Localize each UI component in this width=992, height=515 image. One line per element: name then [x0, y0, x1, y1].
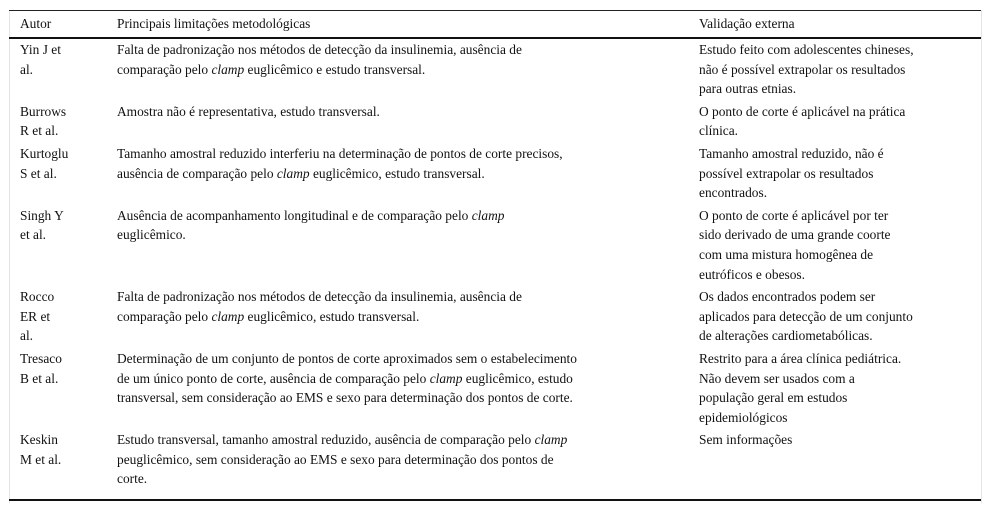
cell-validacao: [689, 38, 981, 101]
cell-limitacoes: [107, 205, 689, 286]
cell-line: Burrows: [20, 103, 67, 119]
cell-autor: [9, 429, 107, 500]
cell-line: M et al.: [20, 451, 62, 467]
limitations-table: [9, 10, 981, 501]
cell-line: corte.: [117, 471, 148, 487]
cell-line: Amostra não é representativa, estudo transversal.: [117, 103, 380, 119]
cell-line: Tresaco: [20, 350, 62, 366]
cell-autor: [9, 143, 107, 205]
cell-line: Estudo feito com adolescentes chineses,: [699, 42, 914, 57]
cell-autor: [9, 348, 107, 429]
header-autor: Autor: [9, 11, 107, 39]
cell-line: Keskin: [20, 432, 58, 448]
table-row: [9, 38, 981, 101]
cell-line: O ponto de corte é aplicável por ter: [699, 207, 889, 223]
cell-line: ER et: [20, 308, 51, 324]
cell-line: população geral em estudos: [699, 390, 848, 406]
cell-line: eutróficos e obesos.: [699, 266, 805, 282]
cell-line: Sem informações: [699, 432, 793, 448]
table-body: [9, 38, 981, 500]
cell-line: sido derivado de uma grande coorte: [699, 227, 891, 243]
cell-autor: [9, 205, 107, 286]
cell-line: epidemiológicos: [699, 409, 788, 425]
cell-line: Singh Y: [20, 207, 64, 223]
cell-line: clínica.: [699, 123, 739, 139]
table-row: [9, 143, 981, 205]
cell-line: com uma mistura homogênea de: [699, 246, 874, 262]
cell-line: peuglicêmico, sem consideração ao EMS e sexo para determinação dos pontos de: [117, 451, 554, 467]
cell-line: euglicêmico.: [117, 227, 186, 243]
cell-line: B et al.: [20, 370, 59, 386]
italic-term: clamp: [211, 308, 245, 324]
table-row: [9, 348, 981, 429]
cell-validacao: [689, 143, 981, 205]
cell-autor: [9, 38, 107, 101]
cell-line: S et al.: [20, 165, 57, 181]
cell-line: Falta de padronização nos métodos de detecção da insulinemia, ausência de: [117, 42, 522, 57]
cell-line: et al.: [20, 227, 47, 243]
cell-autor: [9, 286, 107, 348]
table-row: [9, 286, 981, 348]
cell-line: Falta de padronização nos métodos de detecção da insulinemia, ausência de: [117, 289, 522, 305]
cell-line: comparação pelo clamp euglicêmico, estudo transversal.: [117, 308, 420, 324]
cell-line: Rocco: [20, 289, 55, 305]
cell-validacao: [689, 429, 981, 500]
header-row: [9, 11, 981, 39]
cell-validacao: [689, 348, 981, 429]
cell-limitacoes: [107, 429, 689, 500]
cell-line: Restrito para a área clínica pediátrica.: [699, 350, 902, 366]
cell-line: R et al.: [20, 123, 59, 139]
cell-limitacoes: [107, 38, 689, 101]
header-limitacoes: Principais limitações metodológicas: [107, 11, 689, 39]
cell-line: ausência de comparação pelo clamp euglicêmico, estudo transversal.: [117, 165, 485, 181]
cell-line: transversal, sem consideração ao EMS e sexo para determinação dos pontos de corte.: [117, 390, 573, 406]
cell-line: de um único ponto de corte, ausência de comparação pelo clamp euglicêmico, estudo: [117, 370, 573, 386]
table-row: [9, 429, 981, 500]
cell-line: O ponto de corte é aplicável na prática: [699, 103, 906, 119]
cell-line: de alterações cardiometabólicas.: [699, 328, 873, 344]
cell-line: Tamanho amostral reduzido interferiu na determinação de pontos de corte precisos,: [117, 145, 563, 161]
cell-autor: [9, 101, 107, 143]
cell-line: Não devem ser usados com a: [699, 370, 855, 386]
italic-term: clamp: [429, 370, 463, 386]
cell-line: Estudo transversal, tamanho amostral reduzido, ausência de comparação pelo clamp: [117, 432, 568, 448]
cell-limitacoes: [107, 143, 689, 205]
cell-line: não é possível extrapolar os resultados: [699, 61, 906, 77]
italic-term: clamp: [276, 165, 310, 181]
cell-line: comparação pelo clamp euglicêmico e estudo transversal.: [117, 61, 426, 77]
italic-term: clamp: [471, 207, 505, 223]
table-row: [9, 205, 981, 286]
cell-validacao: [689, 205, 981, 286]
cell-line: al.: [20, 61, 34, 77]
cell-limitacoes: [107, 286, 689, 348]
cell-line: Os dados encontrados podem ser: [699, 289, 876, 305]
table-row: [9, 101, 981, 143]
header-validacao: Validação externa: [689, 11, 981, 39]
cell-line: Ausência de acompanhamento longitudinal e de comparação pelo clamp: [117, 207, 505, 223]
cell-line: Yin J et: [20, 42, 61, 57]
cell-line: aplicados para detecção de um conjunto: [699, 308, 913, 324]
cell-line: encontrados.: [699, 185, 768, 201]
cell-validacao: [689, 286, 981, 348]
cell-line: para outras etnias.: [699, 81, 797, 97]
cell-limitacoes: [107, 101, 689, 143]
italic-term: clamp: [534, 432, 568, 448]
cell-validacao: [689, 101, 981, 143]
cell-limitacoes: [107, 348, 689, 429]
cell-line: Determinação de um conjunto de pontos de corte aproximados sem o estabelecimento: [117, 350, 577, 366]
cell-line: Tamanho amostral reduzido, não é: [699, 145, 884, 161]
cell-line: possível extrapolar os resultados: [699, 165, 874, 181]
cell-line: al.: [20, 328, 34, 344]
italic-term: clamp: [211, 61, 245, 77]
cell-line: Kurtoglu: [20, 145, 69, 161]
